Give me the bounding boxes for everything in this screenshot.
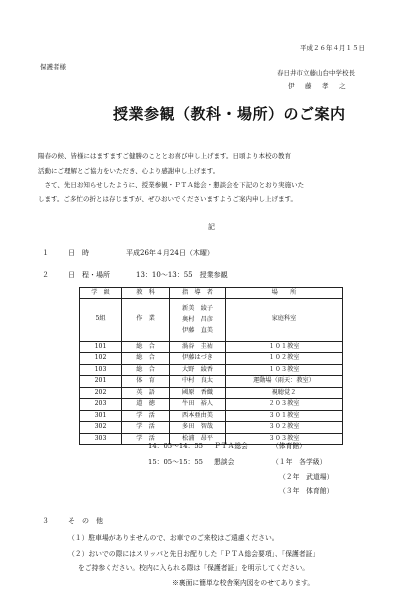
cell-place: 運動場（雨天：教室） [226, 376, 343, 388]
cell-subject: 英 語 [122, 387, 170, 399]
cell-subject: 道 徳 [122, 399, 170, 411]
note-items-cont: をご持参ください。校内に入られる際は「保護者証」を明示してください。 [78, 564, 310, 572]
cell-subject: 総 合 [122, 341, 170, 353]
table-row [80, 298, 343, 341]
cell-class: 301 [80, 410, 122, 422]
cell-class: 203 [80, 399, 122, 411]
page-title: 授業参観（教科・場所）のご案内 [113, 105, 346, 123]
table-row [80, 364, 343, 376]
intro-line: さて、先日お知らせしたように、授業参観・ＰＴＡ総会・懇談会を下記のとおり実施いた [38, 181, 305, 189]
sender-school: 春日井市立藤山台中学校長 [277, 69, 355, 77]
item-label: 日 程・場所 [68, 271, 110, 279]
note-map: ※裏面に簡単な校舎案内図をのせてあります。 [172, 579, 315, 587]
cell-place: ３０１教室 [226, 410, 343, 422]
cell-teachers [170, 298, 226, 341]
cell-place: ３０２教室 [226, 422, 343, 434]
column-header: 教 科 [122, 288, 170, 299]
cell-teacher: 大野 綾香 [170, 364, 226, 376]
issue-date: 平成２６年４月１５日 [300, 44, 365, 52]
session-name: 懇談会 [214, 458, 235, 466]
session-detail: （体育館） [272, 442, 306, 450]
column-header: 指 導 者 [170, 288, 226, 299]
item-label: 日 時 [68, 249, 89, 257]
cell-teacher: 中村 良太 [170, 376, 226, 388]
table-row [80, 410, 343, 422]
class-schedule-table [79, 287, 343, 445]
table-row [80, 422, 343, 434]
column-header: 場 所 [226, 288, 343, 299]
cell-teacher: 伊藤はづき [170, 353, 226, 365]
table-row [80, 353, 343, 365]
teacher-name: 新美 綾子 [182, 305, 213, 312]
sender-principal: 伊 藤 孝 之 [288, 82, 348, 90]
cell-place: １０１教室 [226, 341, 343, 353]
item-other [42, 518, 126, 525]
cell-class: 303 [80, 433, 122, 445]
cell-subject: 学 活 [122, 422, 170, 434]
session-time: 14：05～14：55 [148, 442, 203, 450]
cell-class: 302 [80, 422, 122, 434]
cell-class: 102 [80, 353, 122, 365]
intro-line: 陽春の候、皆様にはますますご健勝のこととお喜び申し上げます。日頃より本校の教育 [38, 152, 291, 160]
cell-teacher: 松浦 昂平 [170, 433, 226, 445]
table-row [80, 387, 343, 399]
cell-class: 103 [80, 364, 122, 376]
intro-line: 活動にご理解とご協力をいただき、心より感謝申し上げます。 [38, 167, 220, 175]
cell-place: １０３教室 [226, 364, 343, 376]
cell-class: 202 [80, 387, 122, 399]
cell-place: ２０３教室 [226, 399, 343, 411]
teacher-name: 奥村 昌彦 [182, 316, 213, 323]
cell-place: 視聴覚２ [226, 387, 343, 399]
cell-subject: 学 活 [122, 433, 170, 445]
column-header: 学 級 [80, 288, 122, 299]
item-number: ２ [42, 271, 49, 279]
ki-heading: 記 [208, 223, 215, 231]
intro-line: します。ご多忙の折とは存じますが、ぜひおいでくださいますようご案内申し上げます。 [38, 195, 297, 203]
cell-place: 家庭科室 [226, 298, 343, 341]
cell-subject: 作 業 [122, 298, 170, 341]
table-header-row [80, 288, 343, 299]
session-detail: （１年 各学級） [272, 458, 327, 466]
cell-place: １０２教室 [226, 353, 343, 365]
item-schedule [42, 272, 228, 279]
cell-subject: 体 育 [122, 376, 170, 388]
recipient: 保護者様 [40, 63, 66, 71]
table-row [80, 376, 343, 388]
session-time: 15：05～15：55 [148, 458, 203, 466]
item-number: ３ [42, 517, 49, 525]
item-number: １ [42, 249, 49, 257]
item-value: 13：10～13：55 授業参観 [136, 271, 228, 279]
table-row [80, 341, 343, 353]
cell-class: 5組 [80, 298, 122, 341]
cell-subject: 総 合 [122, 364, 170, 376]
cell-teacher: 多田 智哉 [170, 422, 226, 434]
cell-class: 101 [80, 341, 122, 353]
cell-teacher: 渦谷 圭祐 [170, 341, 226, 353]
cell-subject: 総 合 [122, 353, 170, 365]
session-detail: （２年 武道場） [279, 473, 334, 481]
note-parking: （１）駐車場がありませんので、お車でのご来校はご遠慮ください。 [68, 534, 279, 542]
cell-subject: 学 活 [122, 410, 170, 422]
cell-teacher: 牛田 裕人 [170, 399, 226, 411]
session-detail: （３年 体育館） [279, 487, 334, 495]
cell-teacher: 國原 香織 [170, 387, 226, 399]
teacher-name: 伊藤 直美 [182, 327, 213, 334]
note-items: （２）おいでの際にはスリッパと先日お配りした「ＰＴＡ総会要項」、「保護者証」 [68, 550, 320, 558]
item-label: そ の 他 [68, 517, 103, 525]
session-name: ＰＴＡ総会 [214, 442, 248, 450]
cell-place: ３０３教室 [226, 433, 343, 445]
item-value: 平成26年４月24日（木曜） [126, 249, 214, 257]
cell-class: 201 [80, 376, 122, 388]
table-row [80, 399, 343, 411]
item-datetime [42, 250, 214, 257]
cell-teacher: 西本亜由美 [170, 410, 226, 422]
